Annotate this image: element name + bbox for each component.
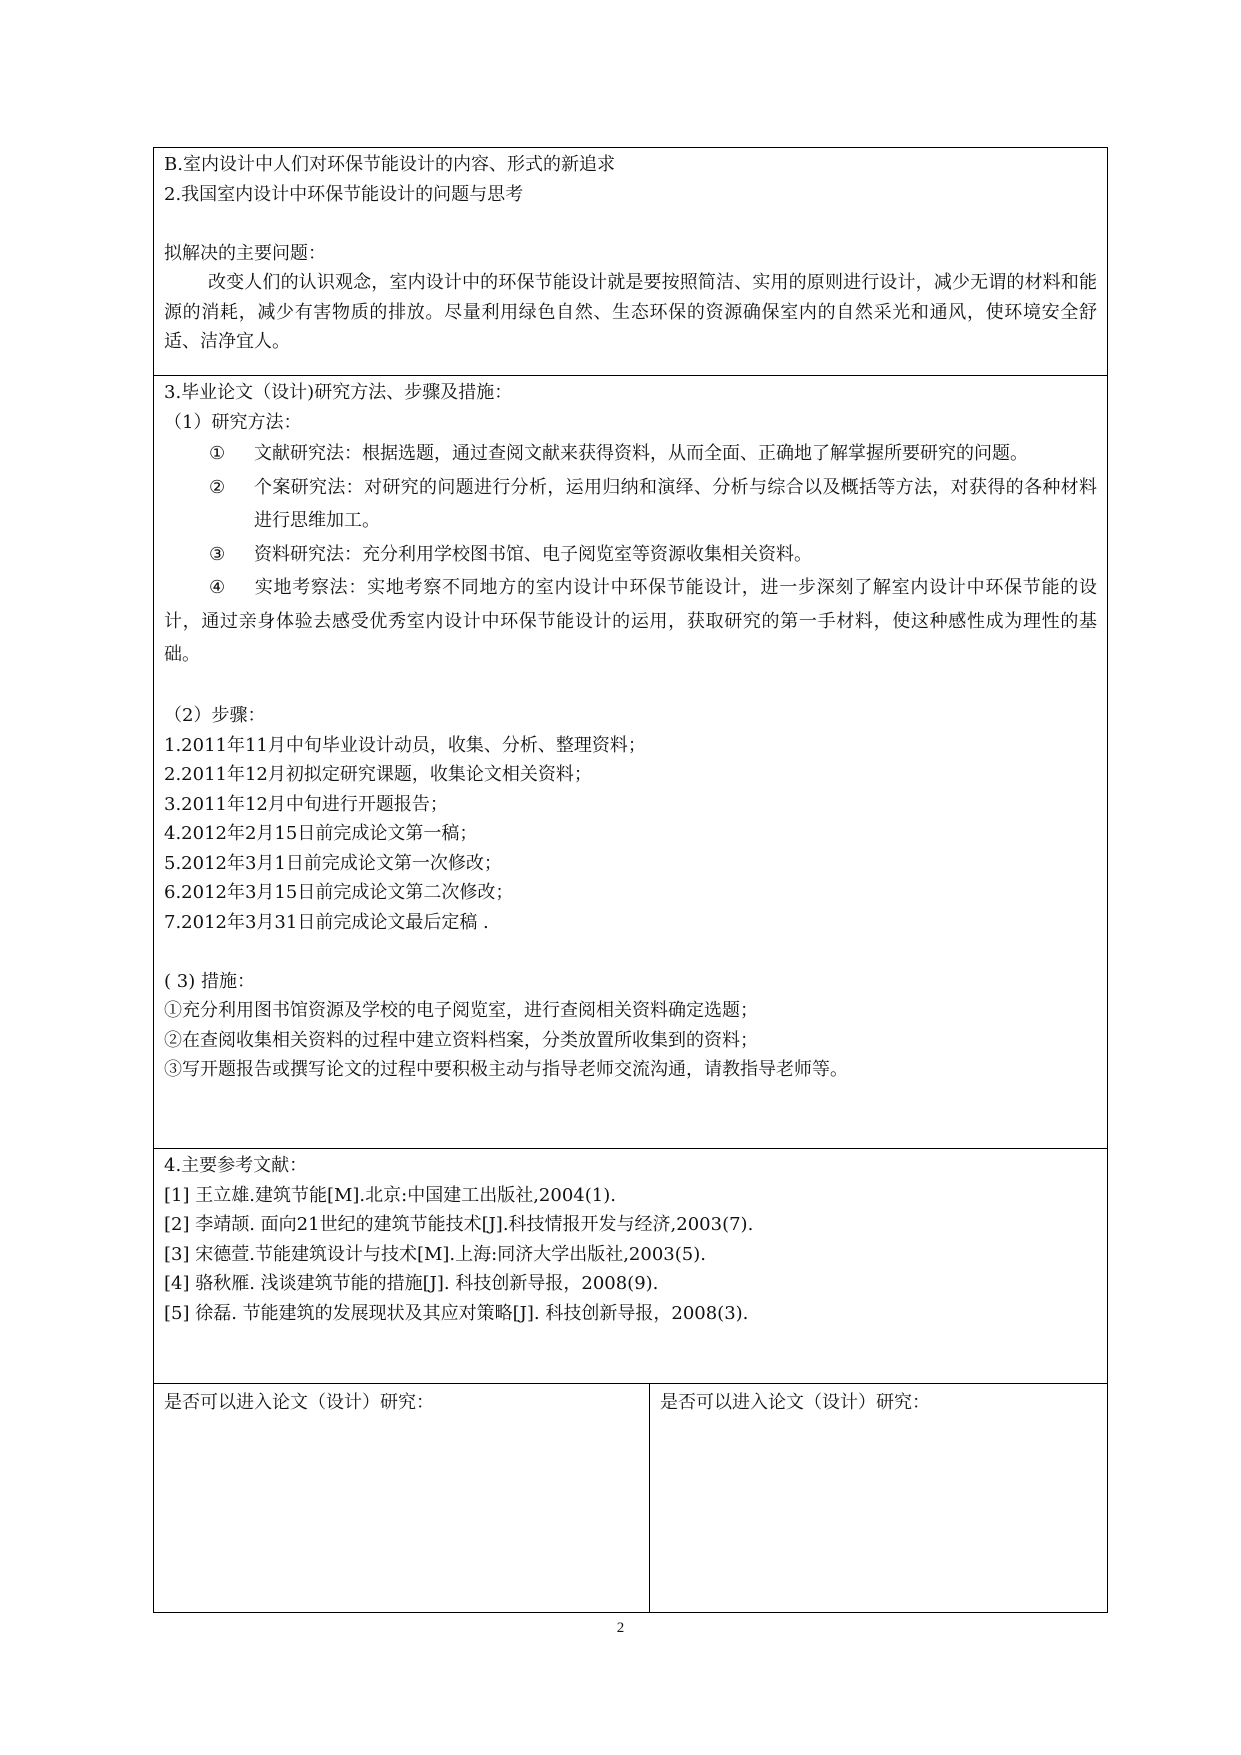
reference-item: [5] 徐磊. 节能建筑的发展现状及其应对策略[J]. 科技创新导报，2008(3). (164, 1302, 749, 1324)
measure-item: ①充分利用图书馆资源及学校的电子阅览室，进行查阅相关资料确定选题； (164, 1000, 758, 1021)
method-text: 实地考察法：实地考察不同地方的室内设计中环保节能设计，进一步深刻了解室内设计中环保节能的设计，通过亲身体验去感受优秀室内设计中环保节能设计的运用，获取研究的第一手材料，使这种感性成为理性的基础。 (164, 577, 1097, 665)
method-item-wrapped (164, 571, 1097, 672)
methods-cell (154, 376, 1107, 1149)
blank-line (164, 672, 1097, 702)
method-item (164, 538, 1097, 572)
step-item: 4.2012年2月15日前完成论文第一稿； (164, 823, 478, 844)
method-marker: ③ (209, 543, 226, 565)
measures-subheading: ( 3) 措施： (164, 970, 255, 992)
method-item (164, 437, 1097, 471)
step-item: 3.2011年12月中旬进行开题报告； (164, 793, 448, 815)
step-item: 6.2012年3月15日前完成论文第二次修改； (164, 882, 514, 903)
approval-cell-left (154, 1384, 650, 1612)
method-text: 文献研究法：根据选题，通过查阅文献来获得资料，从而全面、正确地了解掌握所要研究的问题。 (254, 443, 1028, 464)
research-methods-subheading: （1）研究方法： (164, 411, 302, 433)
method-text: 个案研究法：对研究的问题进行分析，运用归纳和演绎、分析与综合以及概括等方法，对获得的各种材料进行思维加工。 (254, 476, 1097, 531)
reference-item: [4] 骆秋雁. 浅谈建筑节能的措施[J]. 科技创新导报，2008(9). (164, 1273, 659, 1294)
step-item: 5.2012年3月1日前完成论文第一次修改； (164, 852, 502, 874)
measure-item: ②在查阅收集相关资料的过程中建立资料档案，分类放置所收集到的资料； (164, 1029, 758, 1051)
step-item: 7.2012年3月31日前完成论文最后定稿 . (164, 911, 489, 933)
method-marker: ② (209, 476, 226, 498)
approval-label-right: 是否可以进入论文（设计）研究： (660, 1392, 930, 1413)
method-marker: ① (209, 443, 226, 464)
proposal-table (153, 147, 1108, 1613)
references-cell (154, 1149, 1107, 1384)
step-item: 2.2011年12月初拟定研究课题，收集论文相关资料； (164, 764, 592, 785)
approval-row (154, 1384, 1107, 1612)
approval-cell-right (650, 1384, 1107, 1612)
problems-paragraph: 改变人们的认识观念，室内设计中的环保节能设计就是要按照简洁、实用的原则进行设计，减少无谓的材料和能源的消耗，减少有害物质的排放。尽量利用绿色自然、生态环保的资源确保室内的自然采光和通风，使环境安全舒适、洁净宜人。 (164, 272, 1097, 352)
method-text: 资料研究法：充分利用学校图书馆、电子阅览室等资源收集相关资料。 (254, 543, 812, 565)
step-item: 1.2011年11月中旬毕业设计动员，收集、分析、整理资料； (164, 734, 646, 756)
problems-heading: 拟解决的主要问题： (164, 242, 326, 264)
blank-line (164, 209, 1097, 239)
method-marker: ④ (209, 577, 226, 598)
page-number: 2 (616, 1620, 625, 1636)
steps-subheading: （2）步骤： (164, 705, 266, 726)
reference-item: [3] 宋德萱.节能建筑设计与技术[M].上海:同济大学出版社,2003(5). (164, 1243, 706, 1265)
approval-label-left: 是否可以进入论文（设计）研究： (164, 1392, 434, 1413)
measure-item: ③写开题报告或撰写论文的过程中要积极主动与指导老师交流沟通，请教指导老师等。 (164, 1059, 848, 1080)
method-item (164, 471, 1097, 538)
blank-line (164, 937, 1097, 967)
content-line-2: 2.我国室内设计中环保节能设计的问题与思考 (164, 183, 524, 205)
content-line-b: B.室内设计中人们对环保节能设计的内容、形式的新追求 (164, 154, 615, 175)
reference-item: [2] 李靖颉. 面向21世纪的建筑节能技术[J].科技情报开发与经济,2003(7). (164, 1214, 754, 1235)
references-heading: 4.主要参考文献： (164, 1155, 308, 1176)
topic-content-cell (154, 148, 1107, 376)
methods-heading: 3.毕业论文（设计)研究方法、步骤及措施： (164, 382, 513, 403)
reference-item: [1] 王立雄.建筑节能[M].北京:中国建工出版社,2004(1). (164, 1184, 616, 1206)
